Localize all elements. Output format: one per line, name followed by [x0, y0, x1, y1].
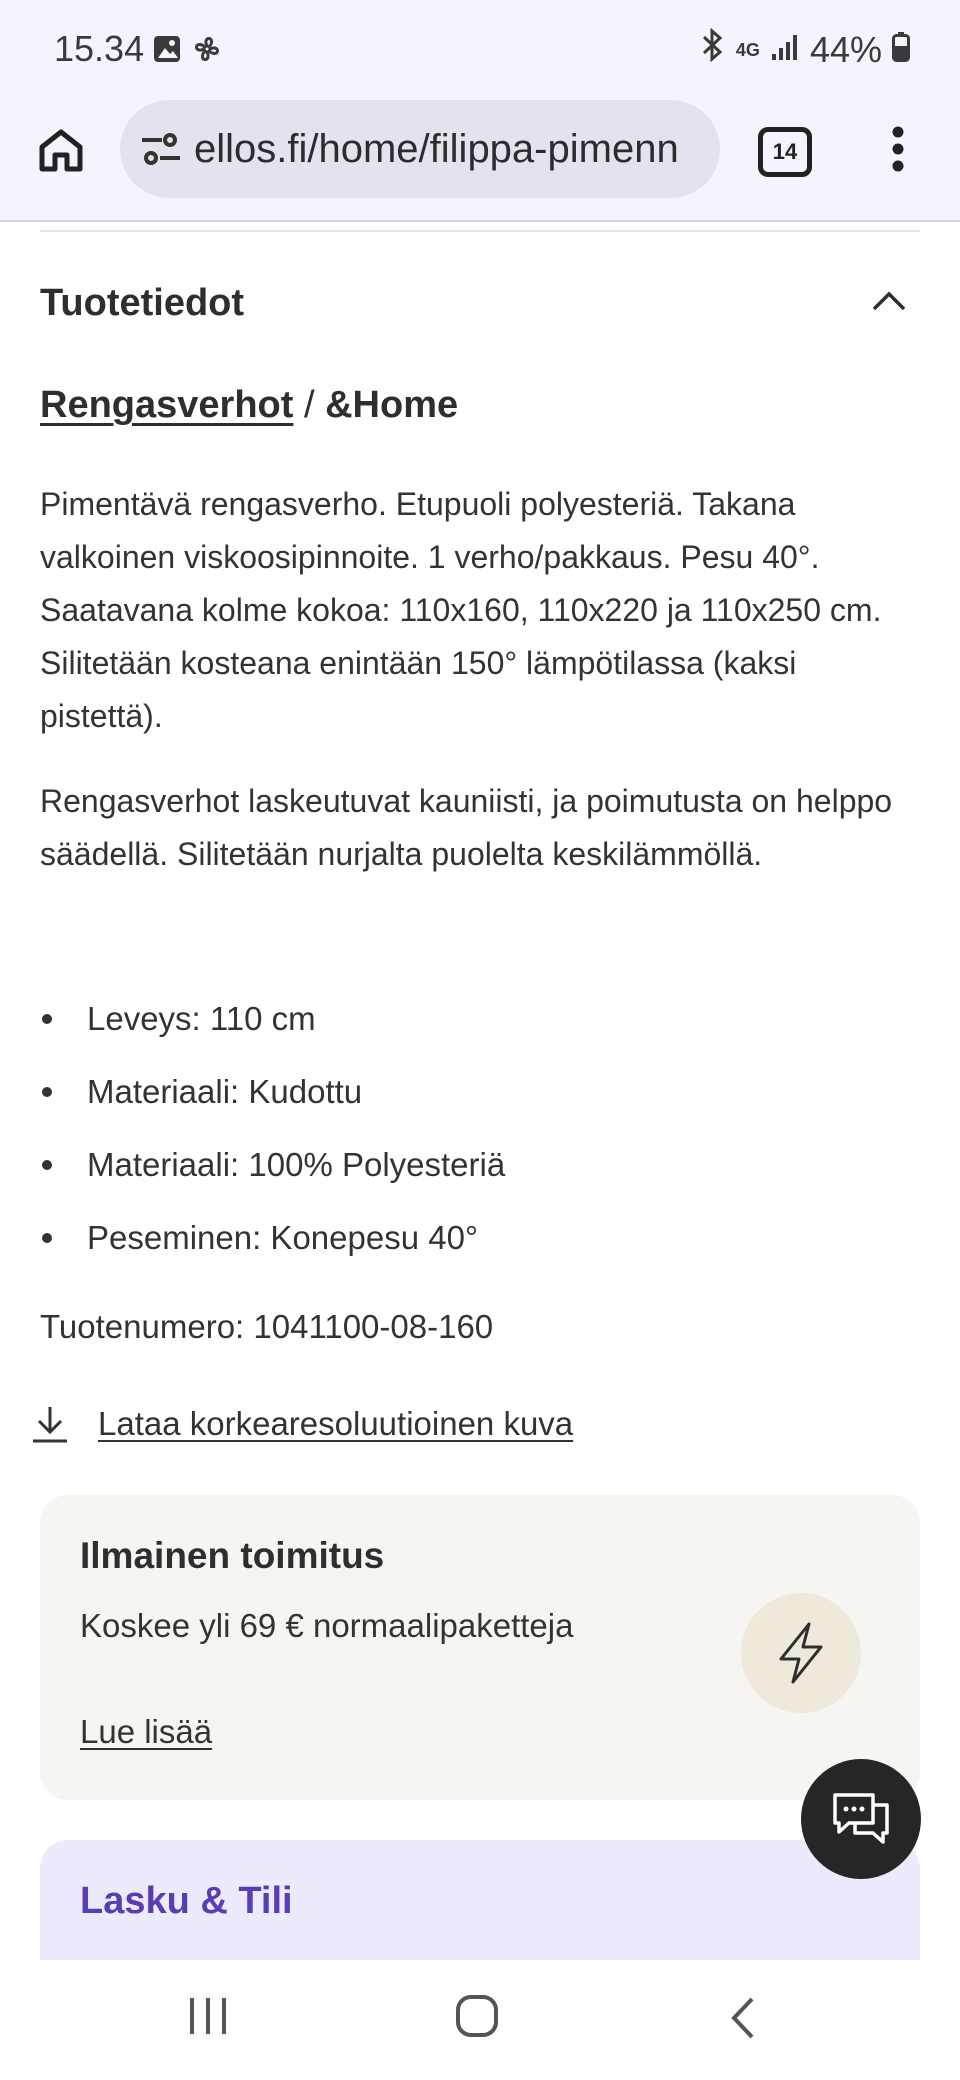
- chat-icon[interactable]: [829, 1790, 893, 1848]
- description-paragraph-2: Rengasverhot laskeutuvat kauniisti, ja poimutusta on helppo säädellä. Silitetään nurjalta puolelta keskilämmöllä.: [40, 783, 893, 872]
- brand-name: &Home: [325, 384, 459, 426]
- list-item: Leveys: 110 cm: [40, 990, 920, 1063]
- chat-button[interactable]: [801, 1759, 921, 1879]
- description-paragraph-1: Pimentävä rengasverho. Etupuoli polyesteriä. Takana valkoinen viskoosipinnoite. 1 verho/pakkaus. Pesu 40°. Saatavana kolme kokoa: 110x160, 110x220 ja 110x250 cm. Silitetään kosteana enintään 150° lämpötilassa (kaksi pistettä).: [40, 486, 882, 734]
- shipping-title: Ilmainen toimitus: [80, 1535, 385, 1576]
- network-type: 4G: [735, 39, 760, 60]
- download-image-link[interactable]: [30, 1404, 573, 1444]
- system-nav-bar: [0, 1960, 960, 2080]
- free-shipping-card: [40, 1495, 920, 1800]
- status-indicators: [700, 28, 910, 71]
- chevron-up-icon[interactable]: [871, 290, 907, 317]
- invoice-account-card[interactable]: [40, 1840, 920, 1960]
- recent-apps-icon[interactable]: [186, 1996, 230, 2041]
- lightning-icon: [741, 1593, 861, 1713]
- battery-icon: [892, 29, 910, 71]
- address-bar[interactable]: [120, 100, 720, 198]
- divider: [40, 230, 920, 232]
- list-item: Materiaali: 100% Polyesteriä: [40, 1136, 920, 1209]
- home-icon[interactable]: [38, 127, 84, 178]
- back-icon[interactable]: [728, 1996, 758, 2045]
- browser-chrome: [0, 0, 960, 222]
- breadcrumb-separator: /: [293, 384, 326, 426]
- battery-percent: 44%: [809, 28, 882, 70]
- spec-list: [40, 990, 920, 1282]
- invoice-title[interactable]: Lasku & Tili: [80, 1880, 293, 1922]
- url-text[interactable]: ellos.fi/home/filippa-pimenn: [194, 126, 679, 171]
- read-more-link[interactable]: Lue lisää: [80, 1713, 213, 1750]
- signal-icon: [770, 29, 800, 71]
- category-link[interactable]: Rengasverhot: [40, 384, 294, 426]
- gallery-icon: [152, 34, 182, 69]
- bluetooth-icon: [700, 28, 726, 71]
- tab-switcher-button[interactable]: 14: [758, 127, 812, 177]
- shipping-subtitle: Koskee yli 69 € normaalipaketteja: [80, 1607, 574, 1644]
- breadcrumb: [40, 384, 458, 427]
- section-title[interactable]: Tuotetiedot: [40, 282, 245, 324]
- list-item: Materiaali: Kudottu: [40, 1063, 920, 1136]
- product-number: Tuotenumero: 1041100-08-160: [40, 1308, 494, 1345]
- more-menu-icon[interactable]: [890, 126, 906, 177]
- fan-icon: [190, 32, 224, 71]
- download-label[interactable]: Lataa korkearesoluutioinen kuva: [98, 1405, 574, 1442]
- download-icon[interactable]: [30, 1404, 70, 1444]
- list-item: Peseminen: Konepesu 40°: [40, 1209, 920, 1282]
- site-settings-icon[interactable]: [140, 130, 182, 168]
- status-time: 15.34: [54, 28, 145, 69]
- home-nav-icon[interactable]: [455, 1994, 499, 2043]
